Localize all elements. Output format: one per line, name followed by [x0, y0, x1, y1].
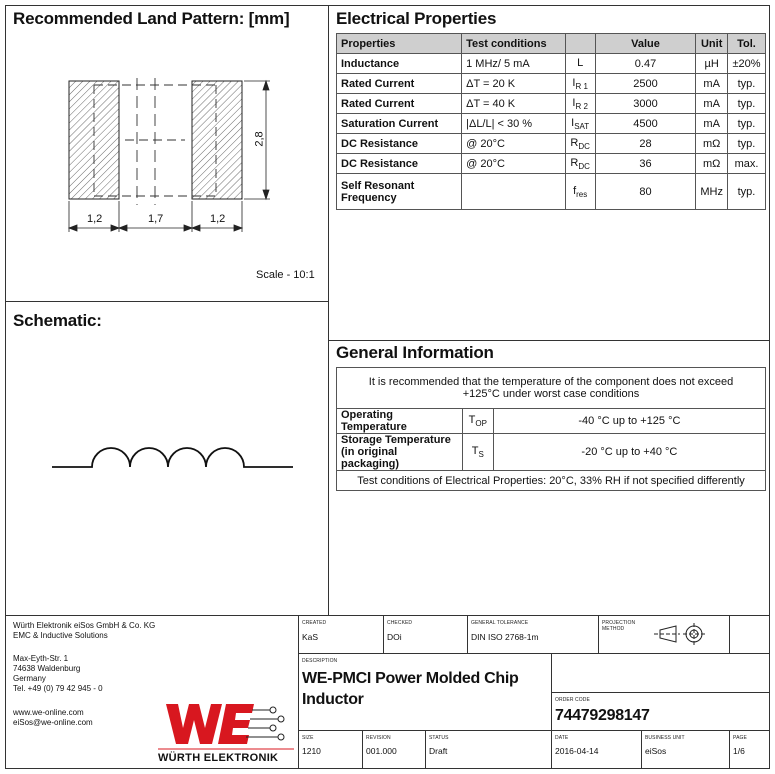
page-value: 1/6: [733, 746, 745, 756]
unit: mA: [696, 94, 728, 114]
operating-temp-label: Operating Temperature: [337, 409, 463, 434]
tb-v4: [598, 615, 599, 653]
tb-v8: [425, 730, 426, 769]
test-condition: ΔT = 40 K: [462, 94, 566, 114]
header-symbol: [565, 34, 595, 54]
status-value: Draft: [429, 746, 448, 756]
test-condition: |ΔL/L| < 30 %: [462, 114, 566, 134]
header-value: Value: [595, 34, 696, 54]
test-condition: @ 20°C: [462, 154, 566, 174]
inductor-symbol: [50, 440, 300, 475]
electrical-header-row: [337, 34, 766, 54]
electrical-table: [336, 33, 766, 210]
description-value: WE-PMCI Power Molded Chip Inductor: [302, 670, 519, 708]
value: 0.47: [595, 54, 696, 74]
created-value: KaS: [302, 632, 319, 642]
frame-top: [5, 5, 770, 6]
general-title: General Information: [336, 343, 494, 362]
header-tol: Tol.: [727, 34, 765, 54]
dim-height-label: 2,8: [253, 131, 266, 147]
value: 36: [595, 154, 696, 174]
general-footer: Test conditions of Electrical Properties: 20°C, 33% RH if not specified differently: [337, 471, 766, 491]
test-condition: ΔT = 20 K: [462, 74, 566, 94]
electrical-row: [337, 74, 766, 94]
property-name: Rated Current: [337, 74, 462, 94]
tolerance-label: GENERAL TOLERANCE: [471, 620, 529, 626]
symbol: L: [565, 54, 595, 74]
tolerance: typ.: [727, 94, 765, 114]
symbol: $R_{DC}$: [565, 154, 595, 174]
tolerance: typ.: [727, 74, 765, 94]
page-label: PAGE: [733, 735, 747, 741]
pad-left: [69, 81, 119, 199]
we-logo-mark: [166, 704, 254, 744]
tolerance: ±20%: [727, 54, 765, 74]
electrical-row: [337, 174, 766, 210]
checked-label: CHECKED: [387, 620, 413, 626]
electrical-row: [337, 94, 766, 114]
revision-label: REVISION: [366, 735, 391, 741]
tb-v2: [383, 615, 384, 653]
general-note: It is recommended that the temperature of the component does not exceed +125°C under worst case conditions: [337, 368, 766, 409]
email-link[interactable]: eiSos@we-online.com: [13, 718, 93, 727]
operating-temp-row: [337, 409, 766, 434]
test-condition: @ 20°C: [462, 134, 566, 154]
pad-right: [192, 81, 242, 199]
tolerance: typ.: [727, 114, 765, 134]
business-unit-value: eiSos: [645, 746, 667, 756]
frame-bottom: [5, 768, 770, 769]
frame-right: [769, 5, 770, 769]
logo-text: WÜRTH ELEKTRONIK: [158, 752, 279, 764]
order-code-value: 74479298147: [555, 707, 650, 724]
vertical-divider: [328, 5, 329, 615]
electrical-row: [337, 114, 766, 134]
value: 3000: [595, 94, 696, 114]
property-name: Rated Current: [337, 94, 462, 114]
property-name: Saturation Current: [337, 114, 462, 134]
date-label: DATE: [555, 735, 569, 741]
company-name: Würth Elektronik eiSos GmbH & Co. KG EMC & Inductive Solutions: [13, 621, 156, 640]
tolerance: typ.: [727, 134, 765, 154]
left-divider: [5, 301, 329, 302]
land-pattern-title: Recommended Land Pattern: [mm]: [13, 9, 290, 28]
tolerance: max.: [727, 154, 765, 174]
electrical-title: Electrical Properties: [336, 9, 497, 28]
right-divider: [328, 340, 769, 341]
dim-gap-label: 1,7: [148, 213, 164, 225]
projection-symbol-icon: [646, 622, 710, 646]
property-name: Self Resonant Frequency: [337, 174, 462, 210]
tb-v1: [298, 615, 299, 769]
title-block-top: [5, 615, 770, 616]
symbol: $R_{DC}$: [565, 134, 595, 154]
tb-v3: [467, 615, 468, 653]
header-unit: Unit: [696, 34, 728, 54]
storage-temp-symbol: $T_S$: [462, 434, 493, 471]
general-footer-row: [337, 471, 766, 491]
description-label: DESCRIPTION: [302, 658, 338, 664]
projection-label: PROJECTION METHOD: [602, 620, 636, 632]
property-name: DC Resistance: [337, 154, 462, 174]
property-name: DC Resistance: [337, 134, 462, 154]
symbol: $I_{R 1}$: [565, 74, 595, 94]
tb-v5: [729, 615, 730, 653]
value: 2500: [595, 74, 696, 94]
size-value: 1210: [302, 746, 321, 756]
value: 28: [595, 134, 696, 154]
schematic-title: Schematic:: [13, 311, 102, 330]
test-condition: [462, 174, 566, 210]
tb-v6: [551, 653, 552, 769]
value: 80: [595, 174, 696, 210]
unit: µH: [696, 54, 728, 74]
storage-temp-label: Storage Temperature (in original packaging): [337, 434, 463, 471]
general-note-row: [337, 368, 766, 409]
electrical-row: [337, 134, 766, 154]
dim-pad-left-label: 1,2: [87, 213, 103, 225]
business-unit-label: BUSINESS UNIT: [645, 735, 685, 741]
scale-label: Scale - 10:1: [256, 269, 315, 281]
land-pattern-drawing: [40, 60, 290, 240]
tb-h1: [298, 653, 770, 654]
revision-value: 001.000: [366, 746, 397, 756]
company-address: Max-Eyth-Str. 1 74638 Waldenburg Germany Tel. +49 (0) 79 42 945 - 0: [13, 654, 103, 693]
frame-left: [5, 5, 6, 769]
unit: mA: [696, 74, 728, 94]
date-value: 2016-04-14: [555, 746, 599, 756]
order-code-label: ORDER CODE: [555, 697, 590, 703]
size-label: SIZE: [302, 735, 314, 741]
test-condition: 1 MHz/ 5 mA: [462, 54, 566, 74]
symbol: $f_{res}$: [565, 174, 595, 210]
tb-v7: [362, 730, 363, 769]
unit: mΩ: [696, 154, 728, 174]
electrical-row: [337, 154, 766, 174]
checked-value: DOi: [387, 632, 402, 642]
symbol: $I_{R 2}$: [565, 94, 595, 114]
storage-temp-row: [337, 434, 766, 471]
tb-h3: [298, 730, 770, 731]
status-label: STATUS: [429, 735, 449, 741]
tb-h2: [551, 692, 770, 693]
dim-pad-right-label: 1,2: [210, 213, 226, 225]
unit: mA: [696, 114, 728, 134]
unit: MHz: [696, 174, 728, 210]
symbol: $I_{SAT}$: [565, 114, 595, 134]
property-name: Inductance: [337, 54, 462, 74]
header-test-conditions: Test conditions: [462, 34, 566, 54]
tolerance: typ.: [727, 174, 765, 210]
tb-v10: [729, 730, 730, 769]
created-label: CREATED: [302, 620, 327, 626]
value: 4500: [595, 114, 696, 134]
website-link[interactable]: www.we-online.com: [13, 708, 84, 717]
operating-temp-value: -40 °C up to +125 °C: [493, 409, 765, 434]
header-properties: Properties: [337, 34, 462, 54]
general-table: [336, 367, 766, 491]
operating-temp-symbol: $T_{OP}$: [462, 409, 493, 434]
tolerance-value: DIN ISO 2768-1m: [471, 632, 539, 642]
unit: mΩ: [696, 134, 728, 154]
company-web: [13, 708, 93, 728]
tb-v9: [641, 730, 642, 769]
electrical-row: [337, 54, 766, 74]
storage-temp-value: -20 °C up to +40 °C: [493, 434, 765, 471]
